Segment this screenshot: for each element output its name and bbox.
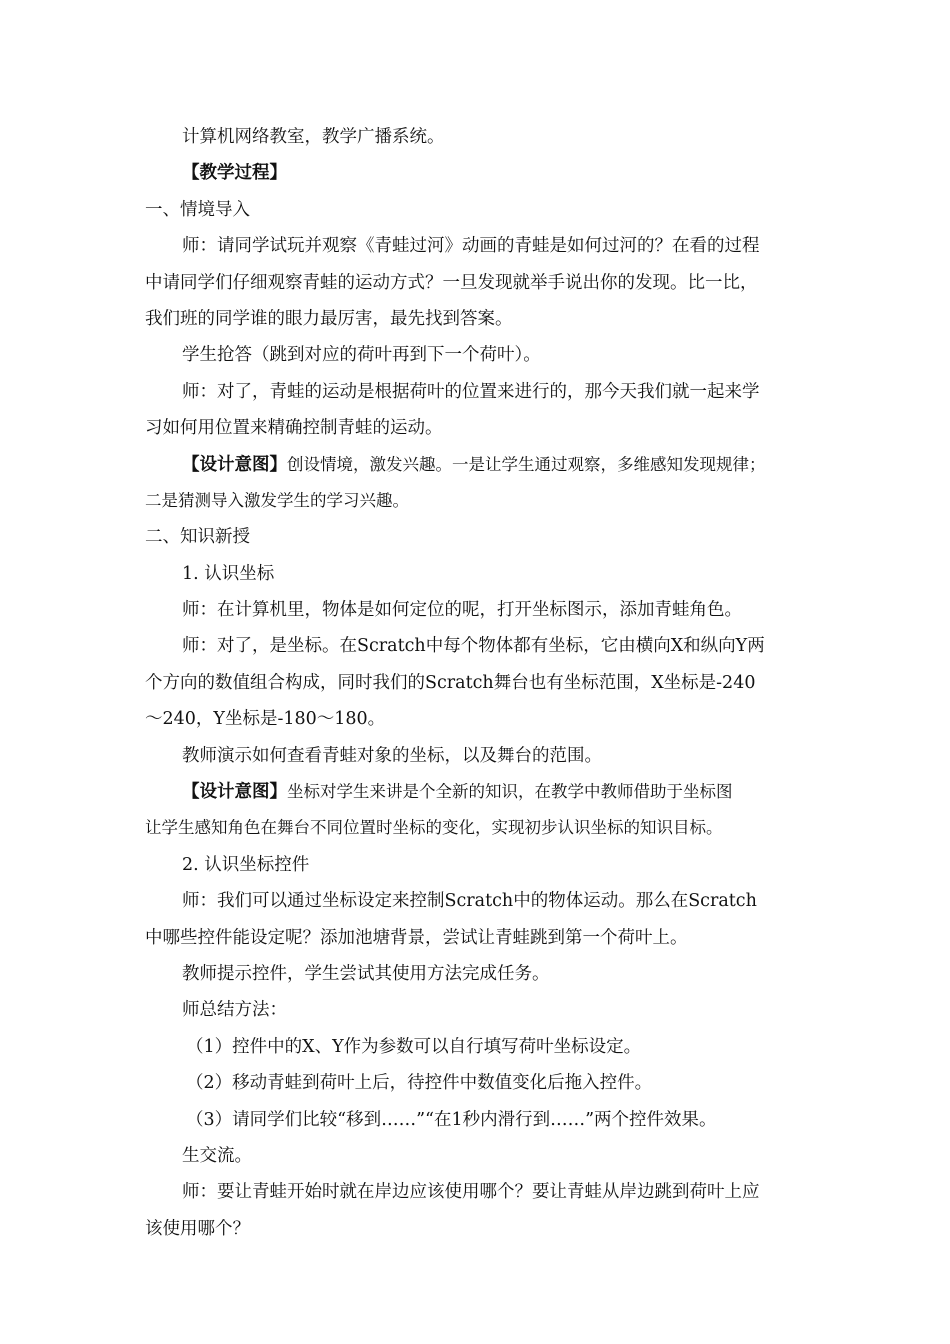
text-line: 师：对了，是坐标。在Scratch中每个物体都有坐标，它由横向X和纵向Y两 (182, 636, 765, 657)
text-line: 二是猜测导入激发学生的学习兴趣。 (145, 490, 409, 510)
section-title: 一、情境导入 (145, 199, 250, 220)
text-line: 教师演示如何查看青蛙对象的坐标，以及舞台的范围。 (182, 745, 602, 766)
design-intent-label: 【设计意图】 (182, 454, 287, 475)
subsection-title: 2. 认识坐标控件 (182, 854, 310, 875)
design-intent-text: 坐标对学生来讲是个全新的知识，在教学中教师借助于坐标图 (287, 782, 733, 802)
text-line: 师：在计算机里，物体是如何定位的呢，打开坐标图示，添加青蛙角色。 (182, 600, 742, 621)
text-line: 学生抢答（跳到对应的荷叶再到下一个荷叶）。 (182, 345, 541, 366)
design-intent-text: 创设情境，激发兴趣。一是让学生通过观察，多维感知发现规律； (287, 454, 766, 474)
text-line: 师总结方法： (182, 1000, 287, 1021)
text-line: 计算机网络教室，教学广播系统。 (182, 127, 445, 147)
text-line: 师：请同学试玩并观察《青蛙过河》动画的青蛙是如何过河的？在看的过程 (182, 236, 760, 257)
text-line: 让学生感知角色在舞台不同位置时坐标的变化，实现初步认识坐标的知识目标。 (145, 818, 723, 838)
text-line: ～240，Y坐标是-180～180。 (145, 709, 386, 730)
text-line: 生交流。 (182, 1145, 252, 1166)
text-line: 师：我们可以通过坐标设定来控制Scratch中的物体运动。那么在Scratch (182, 891, 757, 912)
text-line: 个方向的数值组合构成，同时我们的Scratch舞台也有坐标范围，X坐标是-240 (145, 672, 756, 693)
text-line: 中哪些控件能设定呢？添加池塘背景，尝试让青蛙跳到第一个荷叶上。 (145, 927, 688, 948)
text-line: 我们班的同学谁的眼力最厉害，最先找到答案。 (145, 308, 513, 329)
text-line: 该使用哪个？ (145, 1218, 250, 1239)
list-item: （1）控件中的X、Y作为参数可以自行填写荷叶坐标设定。 (186, 1036, 642, 1057)
design-intent-label: 【设计意图】 (182, 782, 287, 803)
text-line: 习如何用位置来精确控制青蛙的运动。 (145, 418, 443, 439)
text-line: 教师提示控件，学生尝试其使用方法完成任务。 (182, 963, 550, 984)
list-item: （3）请同学们比较“移到……”“在1秒内滑行到……”两个控件效果。 (186, 1109, 717, 1130)
section-title: 二、知识新授 (145, 527, 250, 548)
list-item: （2）移动青蛙到荷叶上后，待控件中数值变化后拖入控件。 (186, 1073, 653, 1094)
text-line: 师：要让青蛙开始时就在岸边应该使用哪个？要让青蛙从岸边跳到荷叶上应 (182, 1182, 760, 1203)
design-intent-line (145, 774, 810, 810)
design-intent-line (145, 447, 810, 483)
subsection-title: 1. 认识坐标 (182, 563, 275, 584)
text-line: 中请同学们仔细观察青蛙的运动方式？一旦发现就举手说出你的发现。比一比， (145, 272, 758, 293)
section-heading: 【教学过程】 (182, 163, 287, 184)
document-body (145, 119, 810, 1247)
text-line: 师：对了，青蛙的运动是根据荷叶的位置来进行的，那今天我们就一起来学 (182, 381, 760, 402)
